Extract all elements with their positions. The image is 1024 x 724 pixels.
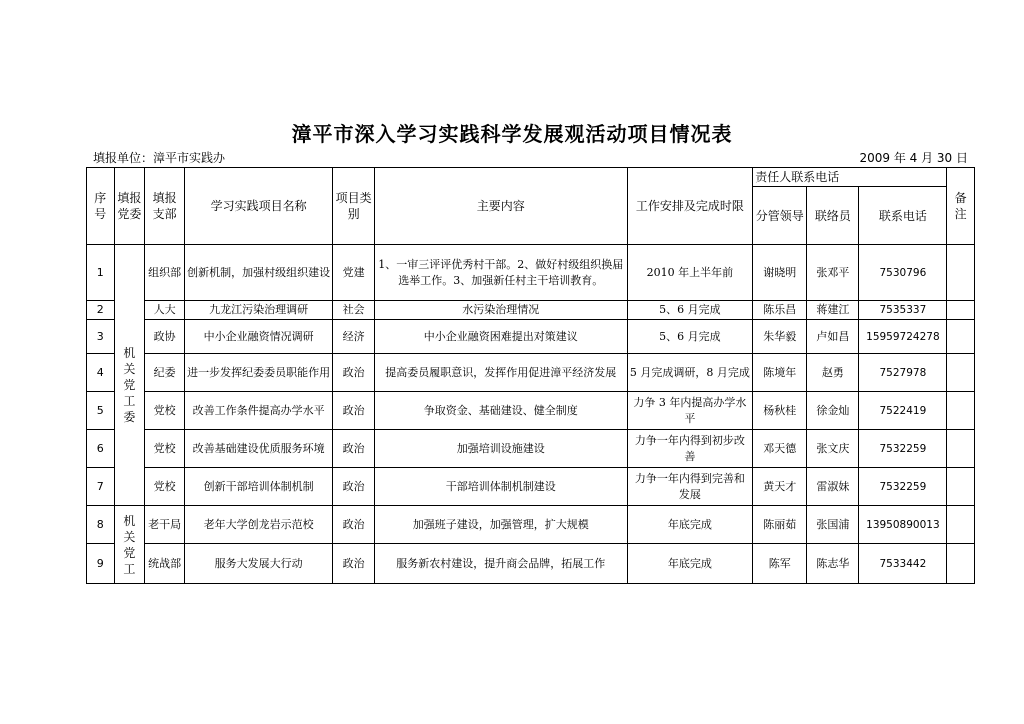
seq-cell: 9 bbox=[87, 544, 115, 584]
project-table bbox=[86, 167, 975, 584]
header-remark: 备注 bbox=[947, 168, 975, 245]
remark-cell bbox=[947, 245, 975, 301]
category-cell: 政治 bbox=[333, 468, 375, 506]
category-cell: 政治 bbox=[333, 354, 375, 392]
committee-cell: 机 关 党 工 委 bbox=[114, 245, 145, 506]
content-cell: 提高委员履职意识，发挥作用促进漳平经济发展 bbox=[375, 354, 627, 392]
leader-cell: 陈境年 bbox=[753, 354, 807, 392]
project-name-cell: 老年大学创龙岩示范校 bbox=[185, 506, 333, 544]
remark-cell bbox=[947, 430, 975, 468]
header-phone: 联系电话 bbox=[859, 187, 947, 245]
branch-cell: 纪委 bbox=[145, 354, 185, 392]
project-name-cell: 服务大发展大行动 bbox=[185, 544, 333, 584]
category-cell: 政治 bbox=[333, 430, 375, 468]
seq-cell: 6 bbox=[87, 430, 115, 468]
header-schedule: 工作安排及完成时限 bbox=[627, 168, 753, 245]
table-row bbox=[87, 245, 975, 301]
project-name-cell: 改善基础建设优质服务环境 bbox=[185, 430, 333, 468]
leader-cell: 陈军 bbox=[753, 544, 807, 584]
liaison-cell: 雷淑妹 bbox=[807, 468, 859, 506]
phone-cell: 7530796 bbox=[859, 245, 947, 301]
table-row bbox=[87, 468, 975, 506]
schedule-cell: 2010 年上半年前 bbox=[627, 245, 753, 301]
liaison-cell: 蒋建江 bbox=[807, 301, 859, 320]
leader-cell: 黄天才 bbox=[753, 468, 807, 506]
branch-cell: 人大 bbox=[145, 301, 185, 320]
branch-cell: 党校 bbox=[145, 430, 185, 468]
leader-cell: 邓天德 bbox=[753, 430, 807, 468]
seq-cell: 7 bbox=[87, 468, 115, 506]
header-contact-group: 责任人联系电话 bbox=[753, 168, 947, 187]
liaison-cell: 卢如昌 bbox=[807, 320, 859, 354]
leader-cell: 谢晓明 bbox=[753, 245, 807, 301]
phone-cell: 13950890013 bbox=[859, 506, 947, 544]
phone-cell: 15959724278 bbox=[859, 320, 947, 354]
header-category: 项目类别 bbox=[333, 168, 375, 245]
leader-cell: 陈丽茹 bbox=[753, 506, 807, 544]
phone-cell: 7532259 bbox=[859, 468, 947, 506]
phone-cell: 7535337 bbox=[859, 301, 947, 320]
liaison-cell: 陈志华 bbox=[807, 544, 859, 584]
liaison-cell: 张邓平 bbox=[807, 245, 859, 301]
seq-cell: 2 bbox=[87, 301, 115, 320]
reporting-unit: 填报单位：漳平市实践办 bbox=[93, 151, 226, 165]
schedule-cell: 力争 3 年内提高办学水平 bbox=[627, 392, 753, 430]
project-name-cell: 改善工作条件提高办学水平 bbox=[185, 392, 333, 430]
remark-cell bbox=[947, 544, 975, 584]
page-title: 漳平市深入学习实践科学发展观活动项目情况表 bbox=[291, 122, 733, 146]
content-cell: 加强培训设施建设 bbox=[375, 430, 627, 468]
branch-cell: 组织部 bbox=[145, 245, 185, 301]
remark-cell bbox=[947, 392, 975, 430]
seq-cell: 4 bbox=[87, 354, 115, 392]
remark-cell bbox=[947, 468, 975, 506]
table-row bbox=[87, 301, 975, 320]
phone-cell: 7533442 bbox=[859, 544, 947, 584]
header-branch: 填报支部 bbox=[145, 168, 185, 245]
committee-cell: 机 关 党 工 bbox=[114, 506, 145, 584]
schedule-cell: 5、6 月完成 bbox=[627, 320, 753, 354]
branch-cell: 党校 bbox=[145, 392, 185, 430]
category-cell: 社会 bbox=[333, 301, 375, 320]
table-row bbox=[87, 320, 975, 354]
phone-cell: 7527978 bbox=[859, 354, 947, 392]
seq-cell: 1 bbox=[87, 245, 115, 301]
seq-cell: 3 bbox=[87, 320, 115, 354]
header-committee: 填报党委 bbox=[114, 168, 145, 245]
category-cell: 经济 bbox=[333, 320, 375, 354]
remark-cell bbox=[947, 320, 975, 354]
leader-cell: 朱华毅 bbox=[753, 320, 807, 354]
project-name-cell: 创新机制，加强村级组织建设 bbox=[185, 245, 333, 301]
leader-cell: 陈乐昌 bbox=[753, 301, 807, 320]
content-cell: 1、一审三评评优秀村干部。2、做好村级组织换届选举工作。3、加强新任村主干培训教育。 bbox=[375, 245, 627, 301]
content-cell: 中小企业融资困难提出对策建议 bbox=[375, 320, 627, 354]
liaison-cell: 赵勇 bbox=[807, 354, 859, 392]
category-cell: 政治 bbox=[333, 506, 375, 544]
category-cell: 政治 bbox=[333, 392, 375, 430]
category-cell: 政治 bbox=[333, 544, 375, 584]
project-name-cell: 进一步发挥纪委委员职能作用 bbox=[185, 354, 333, 392]
schedule-cell: 年底完成 bbox=[627, 506, 753, 544]
table-row bbox=[87, 354, 975, 392]
header-liaison: 联络员 bbox=[807, 187, 859, 245]
content-cell: 加强班子建设，加强管理，扩大规模 bbox=[375, 506, 627, 544]
branch-cell: 政协 bbox=[145, 320, 185, 354]
category-cell: 党建 bbox=[333, 245, 375, 301]
header-project-name: 学习实践项目名称 bbox=[185, 168, 333, 245]
table-row bbox=[87, 392, 975, 430]
seq-cell: 5 bbox=[87, 392, 115, 430]
schedule-cell: 力争一年内得到初步改善 bbox=[627, 430, 753, 468]
project-name-cell: 中小企业融资情况调研 bbox=[185, 320, 333, 354]
project-name-cell: 创新干部培训体制机制 bbox=[185, 468, 333, 506]
liaison-cell: 徐金灿 bbox=[807, 392, 859, 430]
branch-cell: 老干局 bbox=[145, 506, 185, 544]
schedule-cell: 力争一年内得到完善和发展 bbox=[627, 468, 753, 506]
report-date: 2009 年 4 月 30 日 bbox=[859, 151, 968, 165]
content-cell: 服务新农村建设，提升商会品牌，拓展工作 bbox=[375, 544, 627, 584]
content-cell: 争取资金、基础建设、健全制度 bbox=[375, 392, 627, 430]
phone-cell: 7522419 bbox=[859, 392, 947, 430]
content-cell: 水污染治理情况 bbox=[375, 301, 627, 320]
leader-cell: 杨秋桂 bbox=[753, 392, 807, 430]
remark-cell bbox=[947, 354, 975, 392]
table-row bbox=[87, 430, 975, 468]
header-content: 主要内容 bbox=[375, 168, 627, 245]
liaison-cell: 张文庆 bbox=[807, 430, 859, 468]
table-row bbox=[87, 506, 975, 544]
branch-cell: 党校 bbox=[145, 468, 185, 506]
seq-cell: 8 bbox=[87, 506, 115, 544]
remark-cell bbox=[947, 301, 975, 320]
header-leader: 分管领导 bbox=[753, 187, 807, 245]
header-seq: 序号 bbox=[87, 168, 115, 245]
content-cell: 干部培训体制机制建设 bbox=[375, 468, 627, 506]
branch-cell: 统战部 bbox=[145, 544, 185, 584]
project-name-cell: 九龙江污染治理调研 bbox=[185, 301, 333, 320]
remark-cell bbox=[947, 506, 975, 544]
schedule-cell: 年底完成 bbox=[627, 544, 753, 584]
schedule-cell: 5 月完成调研，8 月完成 bbox=[627, 354, 753, 392]
table-row bbox=[87, 544, 975, 584]
liaison-cell: 张国浦 bbox=[807, 506, 859, 544]
phone-cell: 7532259 bbox=[859, 430, 947, 468]
schedule-cell: 5、6 月完成 bbox=[627, 301, 753, 320]
